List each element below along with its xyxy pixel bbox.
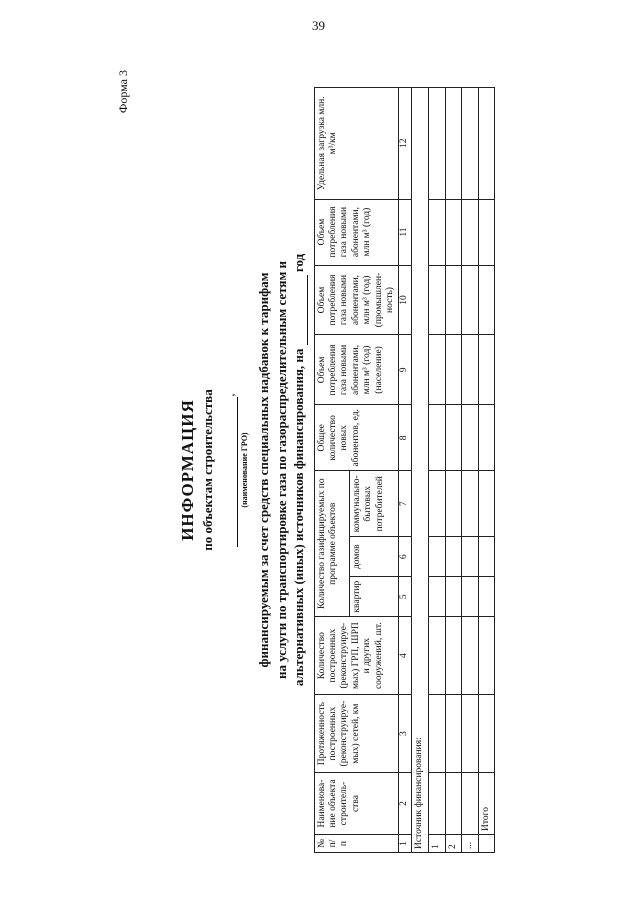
table-cell (445, 88, 461, 200)
column-number: 6 (399, 537, 412, 577)
column-number: 8 (399, 405, 412, 471)
column-numbers-row (399, 88, 412, 853)
header-grp-count: Количество построенных (реконструируе-мых) ГРП, ШРП и других сооружений, шт. (314, 617, 399, 695)
column-number: 11 (399, 199, 412, 265)
header-volume-industry: Объем потребления газа новыми абонентами, млн м³ (год) (промышлен-ность) (314, 265, 399, 335)
column-number: 12 (399, 88, 412, 200)
header-number: № п/п (314, 835, 399, 853)
description-line-2: на услуги по транспортировке газа по газораспределительным сетям и (273, 260, 289, 680)
table-cell (445, 199, 461, 265)
table-cell (429, 577, 445, 617)
table-cell (462, 88, 478, 200)
row-number: 1 (429, 835, 445, 853)
table-cell (478, 88, 494, 200)
description (255, 70, 308, 870)
table-cell (445, 335, 461, 405)
description-line-3: альтернативных (иных) источников финансирования, на год (291, 253, 307, 687)
header-total-subscribers: Общее количество новых абонентов, ед. (314, 405, 399, 471)
table-cell (462, 471, 478, 537)
table-cell (462, 695, 478, 773)
column-number: 7 (399, 471, 412, 537)
table-row (445, 88, 461, 853)
header-houses: домов (349, 537, 399, 577)
table-cell (462, 537, 478, 577)
row-number: ... (462, 835, 478, 853)
table-cell (445, 577, 461, 617)
construction-table (314, 87, 495, 853)
header-specific-load: Удельная загрузка млн. м³/км (314, 88, 399, 200)
page-number: 39 (312, 18, 325, 33)
gro-name-field (222, 70, 238, 870)
table-cell (429, 617, 445, 695)
table-cell (462, 265, 478, 335)
header-gasified-objects: Количество газифицируемых по программе объектов (314, 471, 349, 617)
column-number: 10 (399, 265, 412, 335)
total-row (478, 88, 494, 853)
table-cell (445, 537, 461, 577)
table-cell (445, 617, 461, 695)
table-cell (429, 265, 445, 335)
column-number: 4 (399, 617, 412, 695)
year-line (295, 275, 308, 345)
header-volume-population: Объем потребления газа новыми абонентами, млн м³ (год) (население) (314, 335, 399, 405)
table-cell (462, 773, 478, 835)
description-line-1: финансируемым за счет средств специальных надбавок к тарифам (256, 272, 271, 668)
gro-name-line (225, 397, 238, 547)
table-cell (478, 265, 494, 335)
table-cell (445, 265, 461, 335)
gro-caption: (наименование ГРО) (240, 432, 249, 508)
table-cell (429, 199, 445, 265)
table-cell (478, 577, 494, 617)
total-label: Итого (478, 773, 494, 835)
table-cell (462, 199, 478, 265)
table-cell (478, 695, 494, 773)
table-cell (445, 773, 461, 835)
table-cell (429, 537, 445, 577)
table-cell (462, 617, 478, 695)
column-number: 5 (399, 577, 412, 617)
table-cell (429, 695, 445, 773)
header-volume-year: Объем потребления газа новыми абонентами, млн м³ (год) (314, 199, 399, 265)
table-row (429, 88, 445, 853)
table-cell (478, 405, 494, 471)
rotated-form (110, 70, 530, 870)
table-cell (462, 405, 478, 471)
table-cell (478, 617, 494, 695)
document-subtitle: по объектам строительства (200, 389, 215, 551)
year-word: год (291, 253, 307, 273)
source-row (412, 88, 429, 853)
table-cell (429, 471, 445, 537)
table-cell (478, 537, 494, 577)
form-label: Форма 3 (116, 70, 130, 114)
column-number: 1 (399, 835, 412, 853)
table-cell (445, 471, 461, 537)
table-cell (462, 577, 478, 617)
table-cell (429, 88, 445, 200)
row-number: 2 (445, 835, 461, 853)
table-cell (462, 335, 478, 405)
table-cell (429, 405, 445, 471)
table-cell (478, 335, 494, 405)
table-cell (429, 773, 445, 835)
gro-suffix: , (222, 393, 237, 397)
document-title: ИНФОРМАЦИЯ (178, 399, 197, 541)
header-utility-consumers: коммунально-бытовых потребителей (349, 471, 399, 537)
source-label: Источник финансирования: (412, 88, 429, 853)
header-apartments: квартир (349, 577, 399, 617)
table-cell (429, 335, 445, 405)
table-cell (478, 471, 494, 537)
column-number: 3 (399, 695, 412, 773)
header-object-name: Наименова-ние объекта строитель-ства (314, 773, 399, 835)
table-row (462, 88, 478, 853)
table-cell (445, 695, 461, 773)
table-cell (478, 835, 494, 853)
header-network-length: Протяженность построенных (реконструируе-мых) сетей, км (314, 695, 399, 773)
table-cell (445, 405, 461, 471)
column-number: 2 (399, 773, 412, 835)
column-number: 9 (399, 335, 412, 405)
table-cell (478, 199, 494, 265)
